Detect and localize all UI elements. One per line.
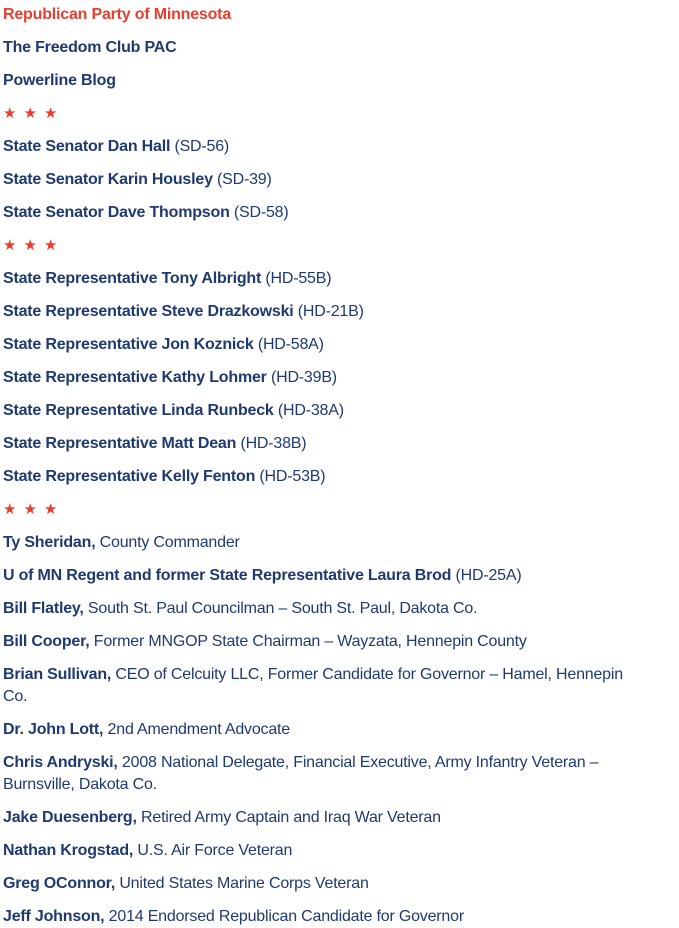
representative-district: (HD-38A) <box>273 402 344 419</box>
individual-item <box>3 840 634 862</box>
individual-item <box>3 906 634 928</box>
senator-item <box>3 136 634 158</box>
representative-name: State Representative Kelly Fenton <box>3 468 256 485</box>
star-divider <box>3 499 634 521</box>
representative-district: (HD-55B) <box>261 270 332 287</box>
individual-title: 2nd Amendment Advocate <box>103 721 290 738</box>
individual-name: Jeff Johnson, <box>3 908 105 925</box>
representative-item <box>3 268 634 290</box>
star-icon: ★ <box>3 237 17 254</box>
individual-name: Brian Sullivan, <box>3 666 112 683</box>
representative-name: State Representative Steve Drazkowski <box>3 303 294 320</box>
individual-title: CEO of Celcuity LLC, Former Candidate for Governor – Hamel, Hennepin Co. <box>3 666 623 705</box>
senator-name: State Senator Dave Thompson <box>3 204 230 221</box>
senator-district: (SD-56) <box>170 138 230 155</box>
star-icon: ★ <box>43 105 58 122</box>
representative-item <box>3 400 634 422</box>
senator-item <box>3 202 634 224</box>
star-icon: ★ <box>23 501 37 518</box>
individual-name: Nathan Krogstad, <box>3 842 134 859</box>
party-heading <box>3 4 634 26</box>
individual-name: Dr. John Lott, <box>3 721 104 738</box>
star-divider <box>3 103 634 125</box>
individual-item <box>3 719 634 741</box>
representative-item <box>3 466 634 488</box>
representative-item <box>3 334 634 356</box>
senator-name: State Senator Dan Hall <box>3 138 171 155</box>
star-icon: ★ <box>23 105 37 122</box>
individual-name: U of MN Regent and former State Representative Laura Brod <box>3 567 452 584</box>
individual-item <box>3 873 634 895</box>
org-item <box>3 70 634 92</box>
representative-item <box>3 433 634 455</box>
star-divider <box>3 235 634 257</box>
representative-district: (HD-58A) <box>253 336 324 353</box>
representative-name: State Representative Jon Koznick <box>3 336 254 353</box>
individual-title: 2008 National Delegate, Financial Executive, Army Infantry Veteran – Burnsville, Dakota Co. <box>3 754 599 793</box>
senator-district: (SD-39) <box>212 171 272 188</box>
star-icon: ★ <box>43 501 58 518</box>
individual-name: Bill Cooper, <box>3 633 90 650</box>
individual-title: (HD-25A) <box>451 567 522 584</box>
representative-district: (HD-38B) <box>236 435 307 452</box>
individual-item <box>3 807 634 829</box>
star-icon: ★ <box>3 501 17 518</box>
individual-title: U.S. Air Force Veteran <box>133 842 293 859</box>
star-icon: ★ <box>23 237 37 254</box>
party-heading-text: Republican Party of Minnesota <box>3 6 232 23</box>
senator-name: State Senator Karin Housley <box>3 171 213 188</box>
individual-item <box>3 565 634 587</box>
org-item <box>3 37 634 59</box>
individual-item <box>3 752 634 796</box>
individual-title: United States Marine Corps Veteran <box>115 875 369 892</box>
representative-name: State Representative Matt Dean <box>3 435 237 452</box>
individual-name: Chris Andryski, <box>3 754 118 771</box>
individual-name: Jake Duesenberg, <box>3 809 137 826</box>
representative-name: State Representative Kathy Lohmer <box>3 369 267 386</box>
star-icon: ★ <box>43 237 58 254</box>
individual-title: Retired Army Captain and Iraq War Veteran <box>136 809 441 826</box>
individual-title: Former MNGOP State Chairman – Wayzata, Hennepin County <box>89 633 527 650</box>
individual-item <box>3 631 634 653</box>
representative-district: (HD-53B) <box>255 468 326 485</box>
representative-item <box>3 367 634 389</box>
individual-name: Bill Flatley, <box>3 600 84 617</box>
individual-title: County Commander <box>95 534 240 551</box>
individual-item <box>3 664 634 708</box>
senator-district: (SD-58) <box>229 204 289 221</box>
individual-name: Ty Sheridan, <box>3 534 96 551</box>
individual-title: 2014 Endorsed Republican Candidate for Governor <box>104 908 464 925</box>
star-icon: ★ <box>3 105 17 122</box>
individual-name: Greg OConnor, <box>3 875 116 892</box>
org-name: The Freedom Club PAC <box>3 39 177 56</box>
representative-item <box>3 301 634 323</box>
org-name: Powerline Blog <box>3 72 116 89</box>
individual-item <box>3 532 634 554</box>
representative-district: (HD-39B) <box>266 369 337 386</box>
representative-name: State Representative Linda Runbeck <box>3 402 274 419</box>
representative-name: State Representative Tony Albright <box>3 270 262 287</box>
individual-title: South St. Paul Councilman – South St. Paul, Dakota Co. <box>83 600 478 617</box>
senator-item <box>3 169 634 191</box>
representative-district: (HD-21B) <box>293 303 364 320</box>
individual-item <box>3 598 634 620</box>
